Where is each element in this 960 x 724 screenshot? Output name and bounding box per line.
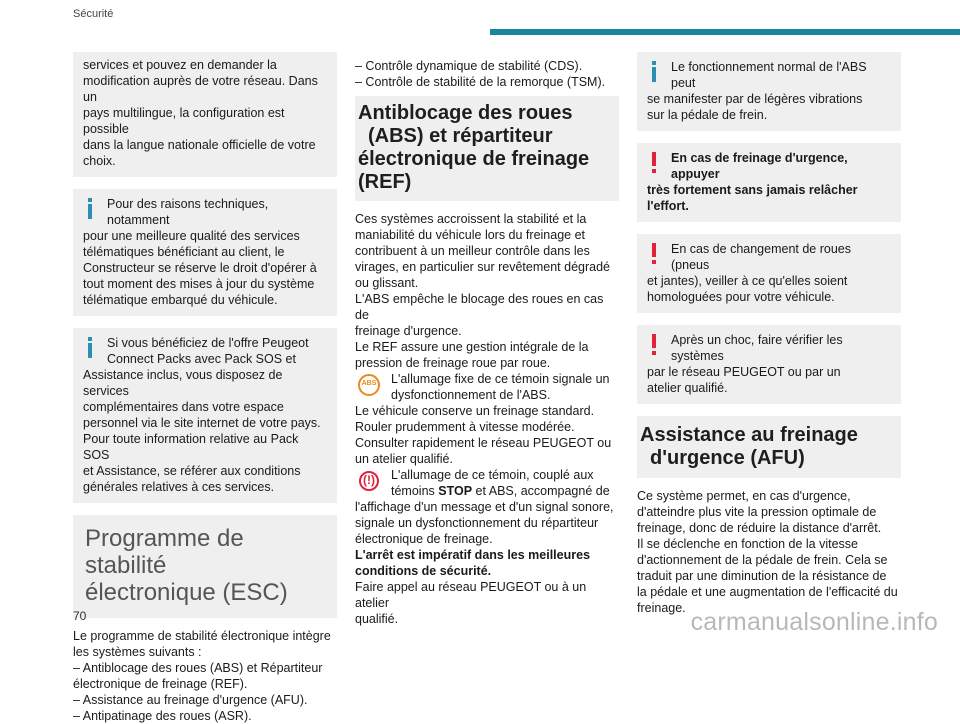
text-line — [355, 563, 619, 579]
text-line: Le véhicule conserve un freinage standard. — [355, 404, 595, 418]
text-line: Faire appel au réseau PEUGEOT ou à un atelier — [355, 580, 587, 610]
text-line: Le REF assure une gestion intégrale de la — [355, 340, 589, 354]
text-line: virages, en particulier sur revêtement dégradé — [355, 260, 610, 274]
text-line: Le fonctionnement normal de l'ABS peut — [671, 60, 867, 90]
warning-icon — [645, 334, 663, 356]
text-line: atelier qualifié. — [647, 381, 728, 395]
text-line: électronique de freinage. — [355, 532, 493, 546]
abs-body — [355, 211, 619, 371]
lamp-label: ABS — [361, 380, 377, 387]
warning-note-after-impact — [637, 325, 901, 404]
info-icon — [81, 337, 99, 359]
text-line: – Antiblocage des roues (ABS) et Répartiteur — [73, 661, 323, 675]
list-item: – Contrôle dynamique de stabilité (CDS). — [355, 59, 583, 73]
text-line: Constructeur se réserve le droit d'opérer à — [83, 261, 317, 275]
text-line: homologuées pour votre véhicule. — [647, 290, 835, 304]
bold-line: L'arrêt est impératif dans les meilleures — [355, 548, 591, 562]
text-line — [355, 547, 619, 563]
column-middle — [355, 58, 619, 627]
text-line: services et pouvez en demander la — [83, 58, 277, 72]
text-line: sur la pédale de frein. — [647, 108, 768, 122]
header-accent-bar — [490, 29, 960, 35]
heading-line: Antiblocage des roues — [358, 102, 573, 124]
warning-icon — [645, 243, 663, 265]
info-note-abs-vibrations — [637, 52, 901, 131]
text-line: et Assistance, se référer aux conditions — [83, 464, 301, 478]
column-right — [637, 52, 901, 616]
text-line: Après un choc, faire vérifier les systèmes — [671, 333, 843, 363]
text-line: – Antipatinage des roues (ASR). — [73, 709, 252, 723]
heading-line: électronique (ESC) — [85, 579, 288, 606]
section-title: Sécurité — [73, 8, 114, 20]
text-line: L'ABS empêche le blocage des roues en cas de — [355, 292, 604, 322]
stop-bold: STOP — [438, 484, 473, 498]
list-item: – Contrôle de stabilité de la remorque (TSM). — [355, 75, 606, 89]
text-line: et jantes), veiller à ce qu'elles soient — [647, 274, 848, 288]
text-line: la pédale et une augmentation de l'efficacité du — [637, 585, 898, 599]
heading-line: (ABS) et répartiteur — [368, 125, 553, 147]
text-line: complémentaires dans votre espace — [83, 400, 284, 414]
bold-line: l'effort. — [647, 199, 689, 213]
text-line: Le programme de stabilité électronique intègre — [73, 629, 331, 643]
text-line: télématiques bénéficiant au client, le — [83, 245, 285, 259]
text-line: dans la langue nationale officielle de votre — [83, 138, 316, 152]
text-line: – Assistance au freinage d'urgence (AFU). — [73, 693, 308, 707]
abs-warning-lamp-row — [355, 371, 619, 403]
text-line: les systèmes suivants : — [73, 645, 202, 659]
page-number: 70 — [73, 609, 87, 623]
text-line: Il se déclenche en fonction de la vitesse — [637, 537, 858, 551]
text-line: l'affichage d'un message et d'un signal sonore, — [355, 500, 614, 514]
text-line: freinage d'urgence. — [355, 324, 462, 338]
lamp-label: (!) — [363, 473, 375, 487]
abs-warning-lamp-icon — [355, 373, 385, 399]
afu-body — [637, 488, 901, 616]
brake-warning-lamp-icon — [355, 469, 385, 495]
warning-note-emergency-braking — [637, 143, 901, 222]
text-line: ou glissant. — [355, 276, 419, 290]
text-line: télématique embarqué du véhicule. — [83, 293, 278, 307]
text-line: se manifester par de légères vibrations — [647, 92, 863, 106]
heading-abs — [358, 102, 609, 194]
bold-line: conditions de sécurité. — [355, 564, 492, 578]
text-line — [647, 150, 891, 182]
info-note-connect-packs — [73, 328, 337, 503]
text-line: tout moment des mises à jour du système — [83, 277, 315, 291]
text-line: un atelier qualifié. — [355, 452, 453, 466]
watermark: carmanualsonline.info — [690, 608, 938, 636]
text-fragment: témoins — [391, 484, 439, 498]
text-line: Connect Packs avec Pack SOS et — [107, 352, 296, 366]
text-fragment: et ABS, accompagné de — [472, 484, 610, 498]
heading-line: (REF) — [358, 171, 412, 193]
info-icon — [81, 198, 99, 220]
text-line: traduit par une diminution de la résistance de — [637, 569, 887, 583]
text-line: d'atteindre plus vite la pression optimale de — [637, 505, 877, 519]
text-line: pays multilingue, la configuration est possible — [83, 106, 285, 136]
info-note-updates — [73, 189, 337, 316]
warning-icon — [645, 152, 663, 174]
text-line — [647, 182, 891, 198]
text-line: générales relatives à ces services. — [83, 480, 275, 494]
heading-box-abs — [355, 96, 619, 201]
heading-line: Assistance au freinage — [640, 424, 858, 446]
brake-warning-lamp-row — [355, 467, 619, 499]
text-line: qualifié. — [355, 612, 399, 626]
text-line — [355, 483, 619, 499]
text-line: Si vous bénéficiez de l'offre Peugeot — [107, 336, 309, 350]
text-line: par le réseau PEUGEOT ou par un — [647, 365, 841, 379]
heading-esc — [85, 525, 327, 606]
text-line: Pour des raisons techniques, notamment — [107, 197, 269, 227]
text-line: freinage, donc de réduire la distance d'arrêt. — [637, 521, 882, 535]
warning-note-wheel-change — [637, 234, 901, 313]
text-line: choix. — [83, 154, 116, 168]
text-line: Rouler prudemment à vitesse modérée. — [355, 420, 575, 434]
heading-afu — [640, 424, 891, 470]
text-line: Pour toute information relative au Pack SOS — [83, 432, 299, 462]
text-line: freinage. — [637, 601, 686, 615]
text-line: Assistance inclus, vous disposez de services — [83, 368, 283, 398]
text-line: dysfonctionnement de l'ABS. — [391, 388, 551, 402]
heading-line: Programme de stabilité — [85, 525, 244, 579]
text-line — [647, 198, 891, 214]
bold-line: En cas de freinage d'urgence, appuyer — [671, 151, 848, 181]
text-line: L'allumage de ce témoin, couplé aux — [391, 468, 594, 482]
continuation-box — [73, 52, 337, 177]
text-line: maniabilité du véhicule lors du freinage et — [355, 228, 585, 242]
heading-box-afu — [637, 416, 901, 478]
text-line: pression de freinage roue par roue. — [355, 356, 551, 370]
text-line: Ce système permet, en cas d'urgence, — [637, 489, 851, 503]
bold-line: très fortement sans jamais relâcher — [647, 183, 858, 197]
heading-box-esc — [73, 515, 337, 618]
text-line: modification auprès de votre réseau. Dans un — [83, 74, 318, 104]
text-line: personnel via le site internet de votre pays. — [83, 416, 321, 430]
heading-line: électronique de freinage — [358, 148, 590, 170]
text-line: signale un dysfonctionnement du répartiteur — [355, 516, 599, 530]
text-line: d'actionnement de la pédale de frein. Cela se — [637, 553, 888, 567]
text-line: L'allumage fixe de ce témoin signale un — [391, 372, 610, 386]
text-line: En cas de changement de roues (pneus — [671, 242, 851, 272]
text-line: Consulter rapidement le réseau PEUGEOT ou — [355, 436, 612, 450]
info-icon — [645, 61, 663, 83]
text-line: contribuent à un meilleur contrôle dans les — [355, 244, 590, 258]
column-left — [73, 52, 337, 724]
text-line: Ces systèmes accroissent la stabilité et la — [355, 212, 587, 226]
heading-line: d'urgence (AFU) — [650, 447, 805, 469]
esc-body — [73, 628, 337, 724]
text-line: pour une meilleure qualité des services — [83, 229, 300, 243]
text-line: électronique de freinage (REF). — [73, 677, 248, 691]
